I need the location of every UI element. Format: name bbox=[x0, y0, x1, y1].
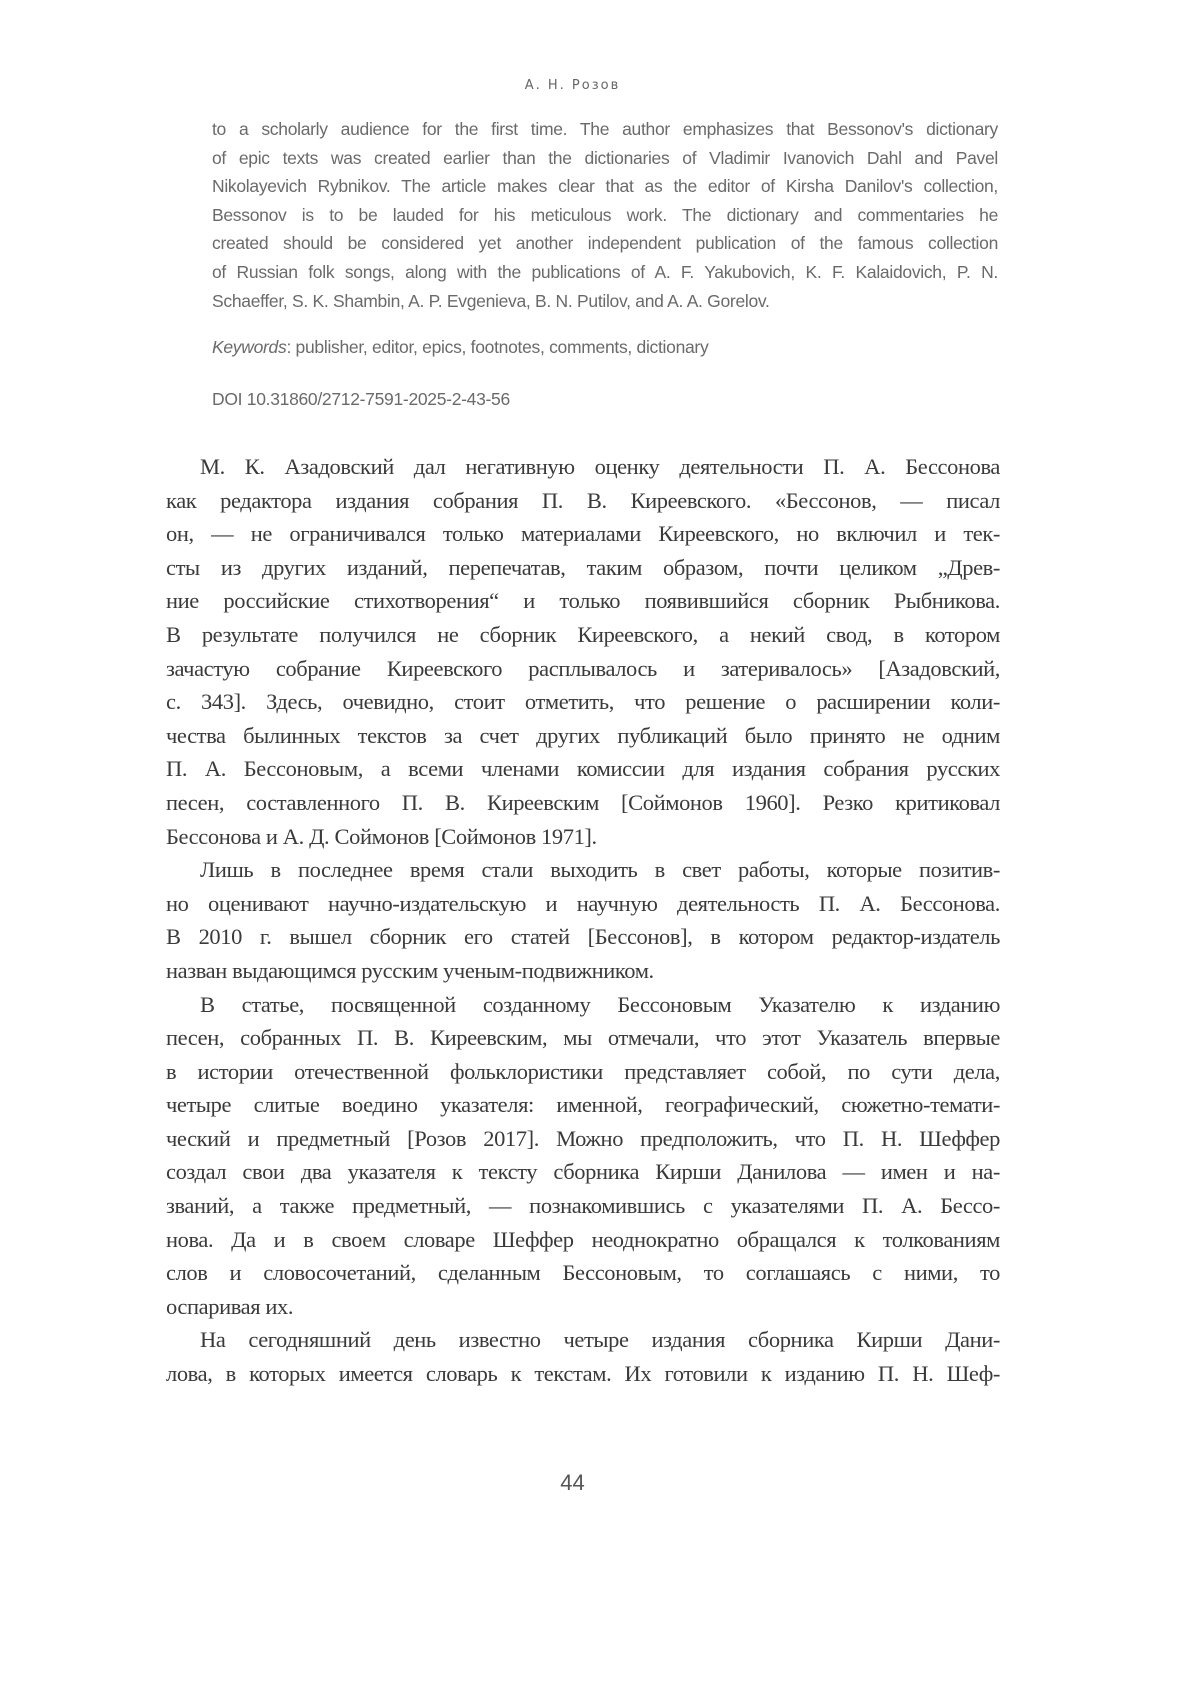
running-header: А. Н. Розов bbox=[0, 78, 1145, 93]
keywords-text: : publisher, editor, epics, footnotes, comments, dictionary bbox=[286, 337, 708, 357]
abstract-line: Bessonov is to be lauded for his meticulous work. The dictionary and commentaries he bbox=[212, 201, 998, 230]
text-line: Лишь в последнее время стали выходить в свет работы, которые позитив- bbox=[166, 853, 1000, 887]
paragraph bbox=[166, 1323, 1000, 1390]
text-line: в истории отечественной фольклористики представляет собой, по сути дела, bbox=[166, 1055, 1000, 1089]
text-line: В 2010 г. вышел сборник его статей [Бессонов], в котором редактор-издатель bbox=[166, 920, 1000, 954]
text-line: лова, в которых имеется словарь к текстам. Их готовили к изданию П. Н. Шеф- bbox=[166, 1357, 1000, 1391]
text-line: ние российские стихотворения“ и только появившийся сборник Рыбникова. bbox=[166, 584, 1000, 618]
text-line: М. К. Азадовский дал негативную оценку деятельности П. А. Бессонова bbox=[166, 450, 1000, 484]
text-line: слов и словосочетаний, сделанным Бессоновым, то соглашаясь с ними, то bbox=[166, 1256, 1000, 1290]
text-line: чества былинных текстов за счет других публикаций было принято не одним bbox=[166, 719, 1000, 753]
text-line: оспаривая их. bbox=[166, 1290, 1000, 1324]
text-line: В статье, посвященной созданному Бессоновым Указателю к изданию bbox=[166, 988, 1000, 1022]
text-line: песен, составленного П. В. Киреевским [Соймонов 1960]. Резко критиковал bbox=[166, 786, 1000, 820]
keywords bbox=[212, 337, 708, 358]
text-line: с. 343]. Здесь, очевидно, стоит отметить, что решение о расширении коли- bbox=[166, 685, 1000, 719]
text-line: нова. Да и в своем словаре Шеффер неоднократно обращался к толкованиям bbox=[166, 1223, 1000, 1257]
abstract-line: of epic texts was created earlier than the dictionaries of Vladimir Ivanovich Dahl and Pavel bbox=[212, 144, 998, 173]
text-line: ческий и предметный [Розов 2017]. Можно предположить, что П. Н. Шеффер bbox=[166, 1122, 1000, 1156]
doi: DOI 10.31860/2712-7591-2025-2-43-56 bbox=[212, 389, 510, 410]
text-line: он, — не ограничивался только материалами Киреевского, но включил и тек- bbox=[166, 517, 1000, 551]
text-line: Бессонова и А. Д. Соймонов [Соймонов 1971]. bbox=[166, 820, 1000, 854]
text-line: четыре слитые воедино указателя: именной, географический, сюжетно-темати- bbox=[166, 1088, 1000, 1122]
text-line: как редактора издания собрания П. В. Киреевского. «Бессонов, — писал bbox=[166, 484, 1000, 518]
text-line: званий, а также предметный, — познакомившись с указателями П. А. Бессо- bbox=[166, 1189, 1000, 1223]
text-line: сты из других изданий, перепечатав, таким образом, почти целиком „Древ- bbox=[166, 551, 1000, 585]
text-line: П. А. Бессоновым, а всеми членами комиссии для издания собрания русских bbox=[166, 752, 1000, 786]
text-line: В результате получился не сборник Киреевского, а некий свод, в котором bbox=[166, 618, 1000, 652]
text-line: зачастую собрание Киреевского расплывалось и затеривалось» [Азадовский, bbox=[166, 652, 1000, 686]
abstract-line: Nikolayevich Rybnikov. The article makes clear that as the editor of Kirsha Danilov's collection, bbox=[212, 172, 998, 201]
text-line: назван выдающимся русским ученым-подвижником. bbox=[166, 954, 1000, 988]
abstract-line: Schaeffer, S. K. Shambin, A. P. Evgenieva, B. N. Putilov, and A. A. Gorelov. bbox=[212, 287, 998, 316]
page-number: 44 bbox=[0, 1470, 1145, 1496]
paragraph bbox=[166, 450, 1000, 853]
paragraph bbox=[166, 853, 1000, 987]
keywords-label: Keywords bbox=[212, 337, 286, 357]
abstract-line: of Russian folk songs, along with the publications of A. F. Yakubovich, K. F. Kalaidovich, P. N. bbox=[212, 258, 998, 287]
text-line: На сегодняшний день известно четыре издания сборника Кирши Дани- bbox=[166, 1323, 1000, 1357]
abstract-line: to a scholarly audience for the first time. The author emphasizes that Bessonov's dictionary bbox=[212, 115, 998, 144]
text-line: создал свои два указателя к тексту сборника Кирши Данилова — имен и на- bbox=[166, 1155, 1000, 1189]
text-line: но оценивают научно-издательскую и научную деятельность П. А. Бессонова. bbox=[166, 887, 1000, 921]
paragraph bbox=[166, 988, 1000, 1324]
body-text bbox=[166, 450, 1000, 1391]
abstract-line: created should be considered yet another independent publication of the famous collection bbox=[212, 229, 998, 258]
abstract bbox=[212, 115, 998, 315]
text-line: песен, собранных П. В. Киреевским, мы отмечали, что этот Указатель впервые bbox=[166, 1021, 1000, 1055]
